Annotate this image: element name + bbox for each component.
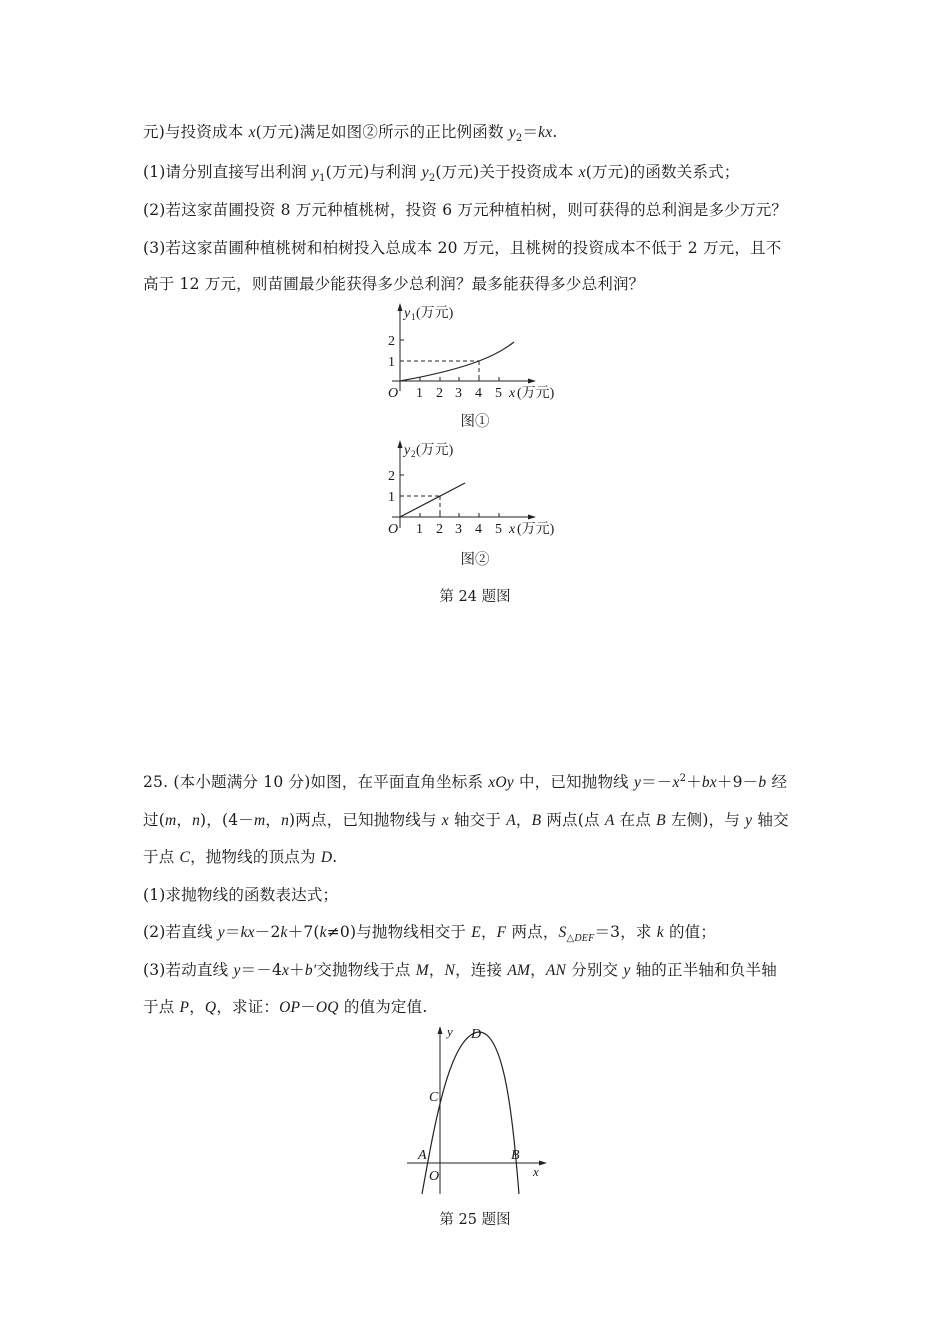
figure-2-caption: 图②	[460, 552, 490, 568]
svg-text:x: x	[509, 522, 516, 537]
svg-text:(万元): (万元)	[416, 443, 454, 458]
svg-text:O: O	[388, 522, 399, 537]
figure-1-chart	[380, 300, 570, 405]
q24-part2: (2)若这家苗圃投资 8 万元种植桃树，投资 6 万元种植柏树，则可获得的总利润是多少万元？	[143, 201, 788, 219]
q25-stem-line3: 于点 C，抛物线的顶点为 D.	[143, 848, 338, 866]
svg-text:2: 2	[411, 449, 416, 459]
svg-text:y: y	[447, 1024, 453, 1039]
svg-text:1: 1	[388, 355, 395, 370]
q24-part3-line1: (3)若这家苗圃种植桃树和柏树投入总成本 20 万元，且桃树的投资成本不低于 2 万元，且不	[143, 239, 782, 257]
svg-text:4: 4	[475, 522, 482, 537]
svg-text:O: O	[388, 386, 399, 401]
svg-text:1: 1	[416, 386, 423, 401]
q24-figure-caption: 第 24 题图	[439, 589, 511, 605]
q25-part3-line1: (3)若动直线 y＝－4x＋b′交抛物线于点 M，N，连接 AM，AN 分别交 y 轴的正半轴和负半轴	[143, 961, 777, 979]
svg-text:O: O	[429, 1169, 440, 1184]
q24-part1: (1)请分别直接写出利润 $y_1$(万元)与利润 $y_2$(万元)关于投资成本 x(万元)的函数关系式；	[143, 163, 740, 185]
svg-text:5: 5	[495, 522, 502, 537]
svg-text:C: C	[429, 1090, 439, 1105]
svg-text:4: 4	[475, 386, 482, 401]
svg-text:y: y	[404, 443, 411, 458]
q25-stem-line1: 25. (本小题满分 10 分)如图，在平面直角坐标系 xOy 中，已知抛物线 $y=-x^2+bx+9-b$ 经	[143, 772, 788, 791]
q25-part3-line2: 于点 P，Q，求证：OP－OQ 的值为定值.	[143, 998, 428, 1016]
svg-text:1: 1	[388, 490, 395, 505]
svg-text:D: D	[471, 1027, 482, 1042]
svg-text:(万元): (万元)	[517, 386, 555, 401]
q24-intro-line: 元)与投资成本 x(万元)满足如图②所示的正比例函数 $y_2=kx$.	[143, 123, 558, 145]
svg-text:2: 2	[436, 522, 443, 537]
svg-text:3: 3	[455, 386, 462, 401]
svg-text:(万元): (万元)	[517, 522, 555, 537]
q25-part1: (1)求抛物线的函数表达式；	[143, 886, 339, 904]
q25-parabola-figure	[405, 1022, 555, 1197]
q24-part3-line2: 高于 12 万元，则苗圃最少能获得多少总利润？最多能获得多少总利润？	[143, 275, 645, 293]
figure-2-chart	[380, 437, 570, 542]
svg-text:3: 3	[455, 522, 462, 537]
q25-stem-line2: 过(m，n)，(4－m，n)两点，已知抛物线与 x 轴交于 A，B 两点(点 A 在点 B 左侧)，与 y 轴交	[143, 811, 789, 829]
svg-text:2: 2	[436, 386, 443, 401]
svg-text:1: 1	[411, 312, 416, 322]
svg-text:A: A	[418, 1148, 427, 1163]
svg-text:2: 2	[388, 334, 395, 349]
q25-figure-caption: 第 25 题图	[439, 1212, 511, 1228]
svg-text:x: x	[509, 386, 516, 401]
svg-text:2: 2	[388, 469, 395, 484]
svg-text:5: 5	[495, 386, 502, 401]
svg-text:(万元): (万元)	[416, 306, 454, 321]
q25-part2: (2)若直线 y＝kx－2k＋7(k≠0)与抛物线相交于 E，F 两点，$S_{\triangle DEF}=3$，求 k 的值；	[143, 923, 717, 945]
figure-1-caption: 图①	[460, 414, 490, 430]
svg-text:1: 1	[416, 522, 423, 537]
svg-text:x: x	[533, 1164, 539, 1179]
svg-text:y: y	[404, 306, 411, 321]
svg-text:B: B	[511, 1148, 520, 1163]
